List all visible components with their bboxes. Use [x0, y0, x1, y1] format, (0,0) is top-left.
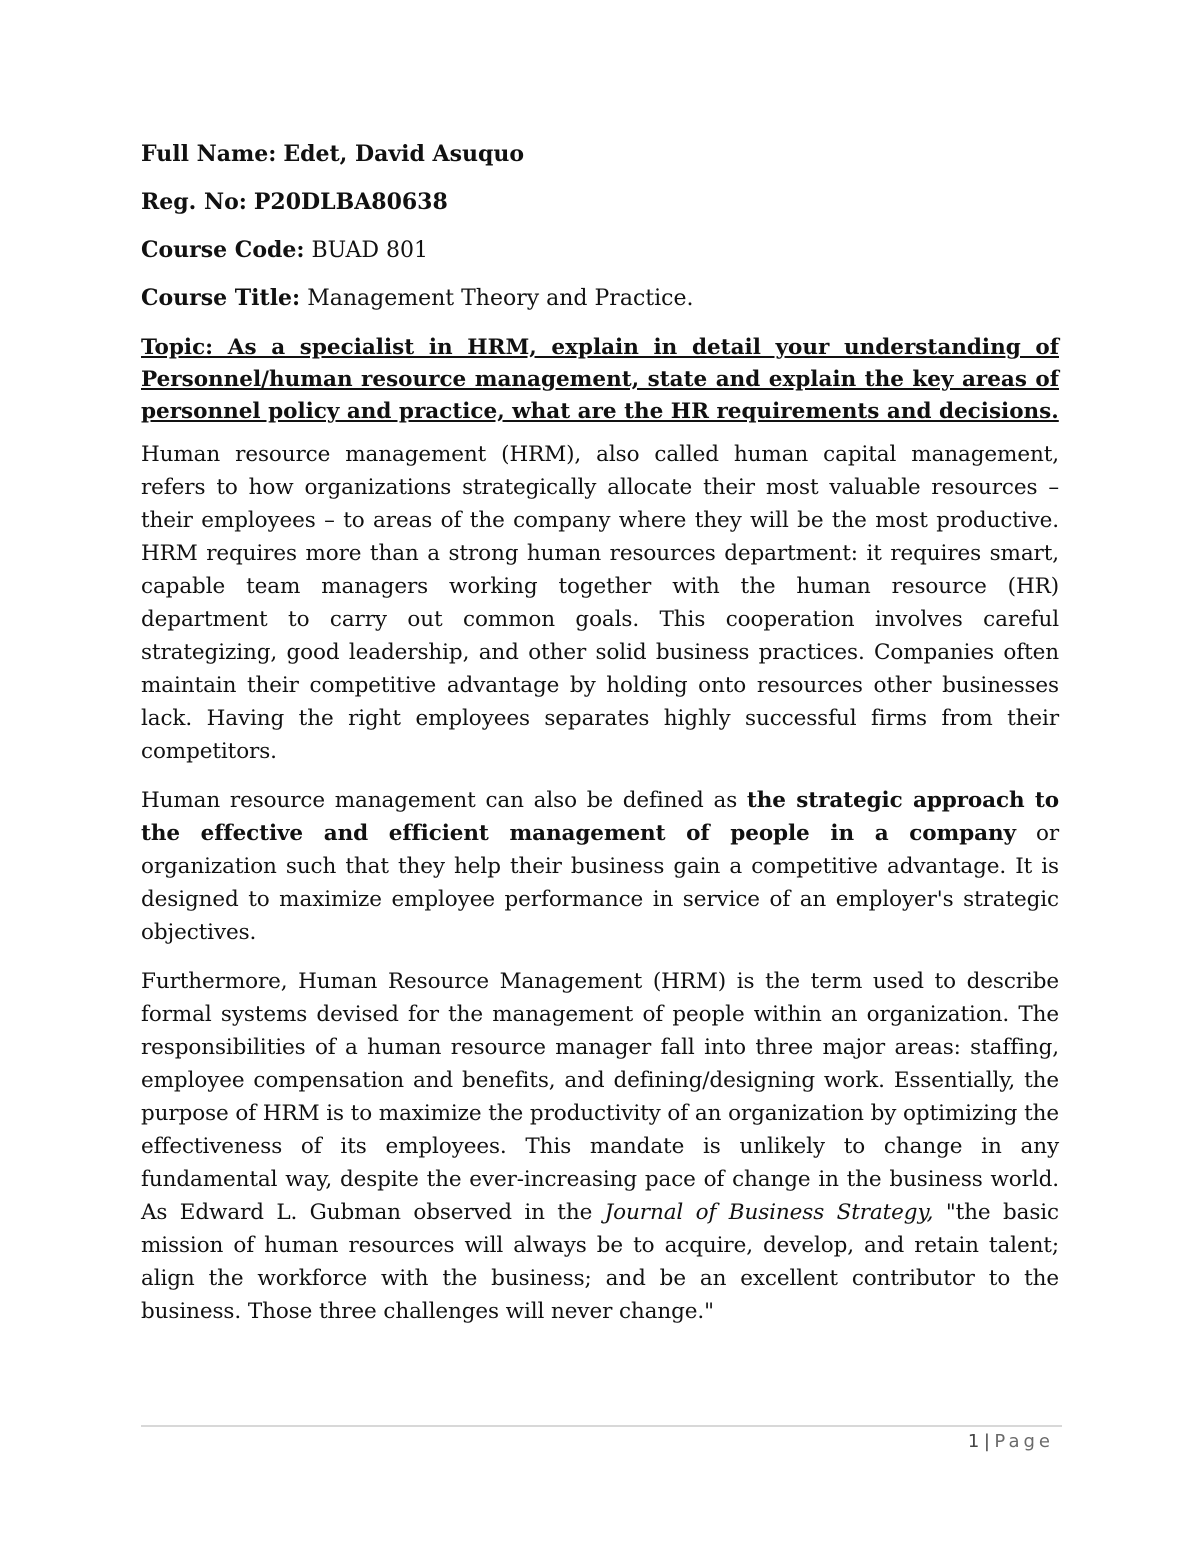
paragraph-3-text-end: "the basic mission of human resources will always be to acquire, develop, and retain talent; align the workforce with the business; and be an excellent contributor to the business. Those three challenges will never change."	[141, 1200, 1059, 1324]
reg-no-label: Reg. No:	[141, 189, 247, 215]
paragraph-3-text-start: Furthermore, Human Resource Management (HRM) is the term used to describe formal systems devised for the management of people within an organization. The responsibilities of a human resource manager fall into three major areas: staffing, employee compensation and benefits, and defining/designing work. Essentially, the purpose of HRM is to maximize the productivity of an organization by optimizing the effectiveness of its employees. This mandate is unlikely to change in any fundamental way, despite the ever-increasing pace of change in the business world. As Edward L. Gubman observed in the	[141, 969, 1059, 1225]
reg-no-line	[141, 188, 1059, 217]
journal-title: Journal of Business Strategy,	[604, 1200, 934, 1225]
full-name-value: Edet, David Asuquo	[283, 141, 525, 167]
paragraph-2-text-end: or organization such that they help their business gain a competitive advantage. It is designed to maximize employee performance in service of an employer's strategic objectives.	[141, 821, 1059, 945]
paragraph-2-text-start: Human resource management can also be defined as	[141, 788, 747, 813]
course-code-value: BUAD 801	[311, 238, 429, 263]
page-label: Page	[994, 1431, 1054, 1452]
course-code-label: Course Code:	[141, 237, 305, 263]
reg-no-value: P20DLBA80638	[253, 189, 448, 215]
full-name-line	[141, 140, 1059, 169]
paragraph-3	[141, 965, 1059, 1328]
paragraph-2-emphasis: the strategic approach to the effective and efficient management of people in a company	[141, 788, 1059, 846]
page-number: 1	[967, 1431, 980, 1452]
course-title-label: Course Title:	[141, 285, 301, 311]
topic-heading: Topic: As a specialist in HRM, explain in detail your understanding of Personnel/human resource management, state and explain the key areas of personnel policy and practice, what are the HR requirements and decisions.	[141, 335, 1059, 424]
course-title-line	[141, 284, 1059, 313]
document-page	[141, 140, 1059, 1344]
page-separator: |	[983, 1431, 991, 1452]
paragraph-2	[141, 784, 1059, 949]
course-title-value: Management Theory and Practice.	[307, 286, 694, 311]
footer-divider	[141, 1425, 1062, 1427]
page-footer	[141, 1431, 1054, 1452]
full-name-label: Full Name:	[141, 141, 277, 167]
course-code-line	[141, 236, 1059, 265]
paragraph-1: Human resource management (HRM), also called human capital management, refers to how organizations strategically allocate their most valuable resources – their employees – to areas of the company where they will be the most productive. HRM requires more than a strong human resources department: it requires smart, capable team managers working together with the human resource (HR) department to carry out common goals. This cooperation involves careful strategizing, good leadership, and other solid business practices. Companies often maintain their competitive advantage by holding onto resources other businesses lack. Having the right employees separates highly successful firms from their competitors.	[141, 442, 1059, 764]
